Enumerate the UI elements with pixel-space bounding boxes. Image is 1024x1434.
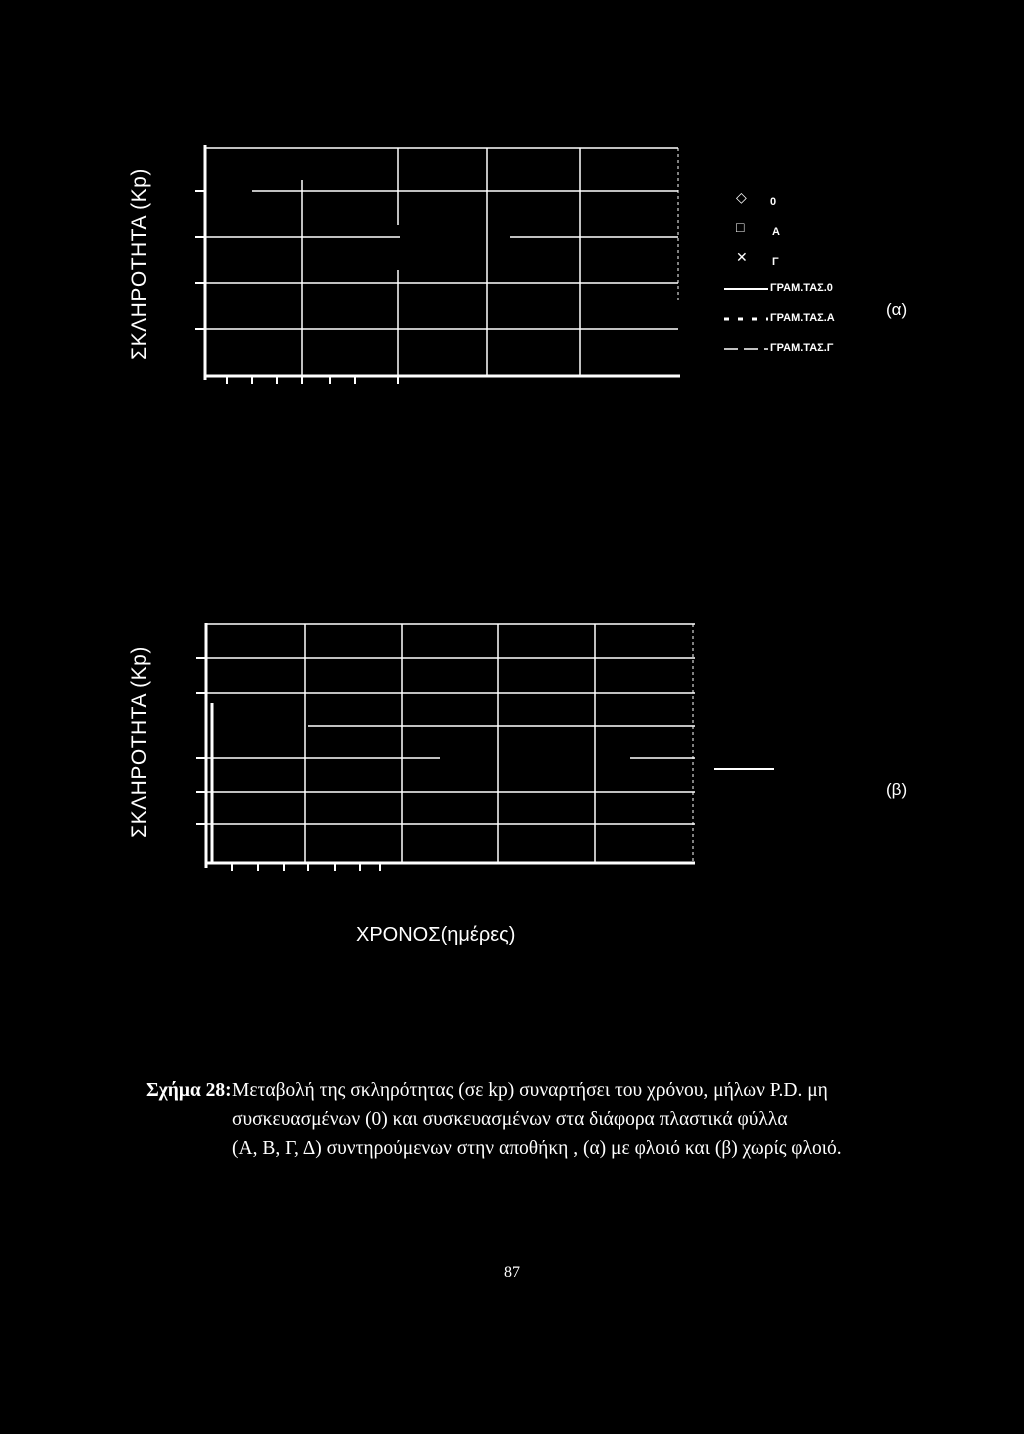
panel-a-y-axis-label: ΣΚΛΗΡΟΤΗΤΑ (Kp) bbox=[128, 168, 151, 360]
panel-b-y-axis-label: ΣΚΛΗΡΟΤΗΤΑ (Kp) bbox=[128, 646, 151, 838]
diamond-marker-icon: ◇ bbox=[736, 189, 747, 205]
solid-line-icon bbox=[724, 284, 768, 294]
dashed-line-icon bbox=[724, 314, 768, 324]
x-marker-icon: ✕ bbox=[736, 249, 748, 265]
legend-label-g: Γ bbox=[772, 256, 779, 268]
legend-label-0: 0 bbox=[770, 196, 777, 208]
caption-line-1: Μεταβολή της σκληρότητας (σε kp) συναρτήσει του χρόνου, μήλων P.D. μη bbox=[232, 1080, 828, 1101]
panel-a-tag: (α) bbox=[886, 300, 908, 319]
panel-a-plot-area bbox=[190, 140, 690, 385]
legend-label-line-a: ΓΡΑΜ.ΤΑΣ.Α bbox=[770, 312, 835, 324]
page-number: 87 bbox=[504, 1264, 520, 1281]
panel-b-plot-area bbox=[190, 618, 710, 873]
panel-b-tag: (β) bbox=[886, 780, 908, 799]
legend-label-line-0: ΓΡΑΜ.ΤΑΣ.0 bbox=[770, 282, 833, 294]
caption-label: Σχήμα 28: bbox=[146, 1080, 232, 1101]
square-marker-icon: □ bbox=[736, 219, 745, 235]
legend-label-line-g: ΓΡΑΜ.ΤΑΣ.Γ bbox=[770, 342, 834, 354]
caption-line-2: συσκευασμένων (0) και συσκευασμένων στα διάφορα πλαστικά φύλλα bbox=[232, 1109, 788, 1130]
long-dash-line-icon bbox=[724, 344, 768, 354]
caption-line-3: (A, B, Γ, Δ) συντηρούμενων στην αποθήκη , (α) με φλοιό και (β) χωρίς φλοιό. bbox=[232, 1138, 842, 1159]
panel-a-legend bbox=[730, 190, 870, 370]
legend-label-a: A bbox=[772, 226, 780, 238]
x-axis-label: ΧΡΟΝΟΣ(ημέρες) bbox=[356, 924, 516, 946]
panel-b-legend-line-icon bbox=[714, 766, 774, 772]
